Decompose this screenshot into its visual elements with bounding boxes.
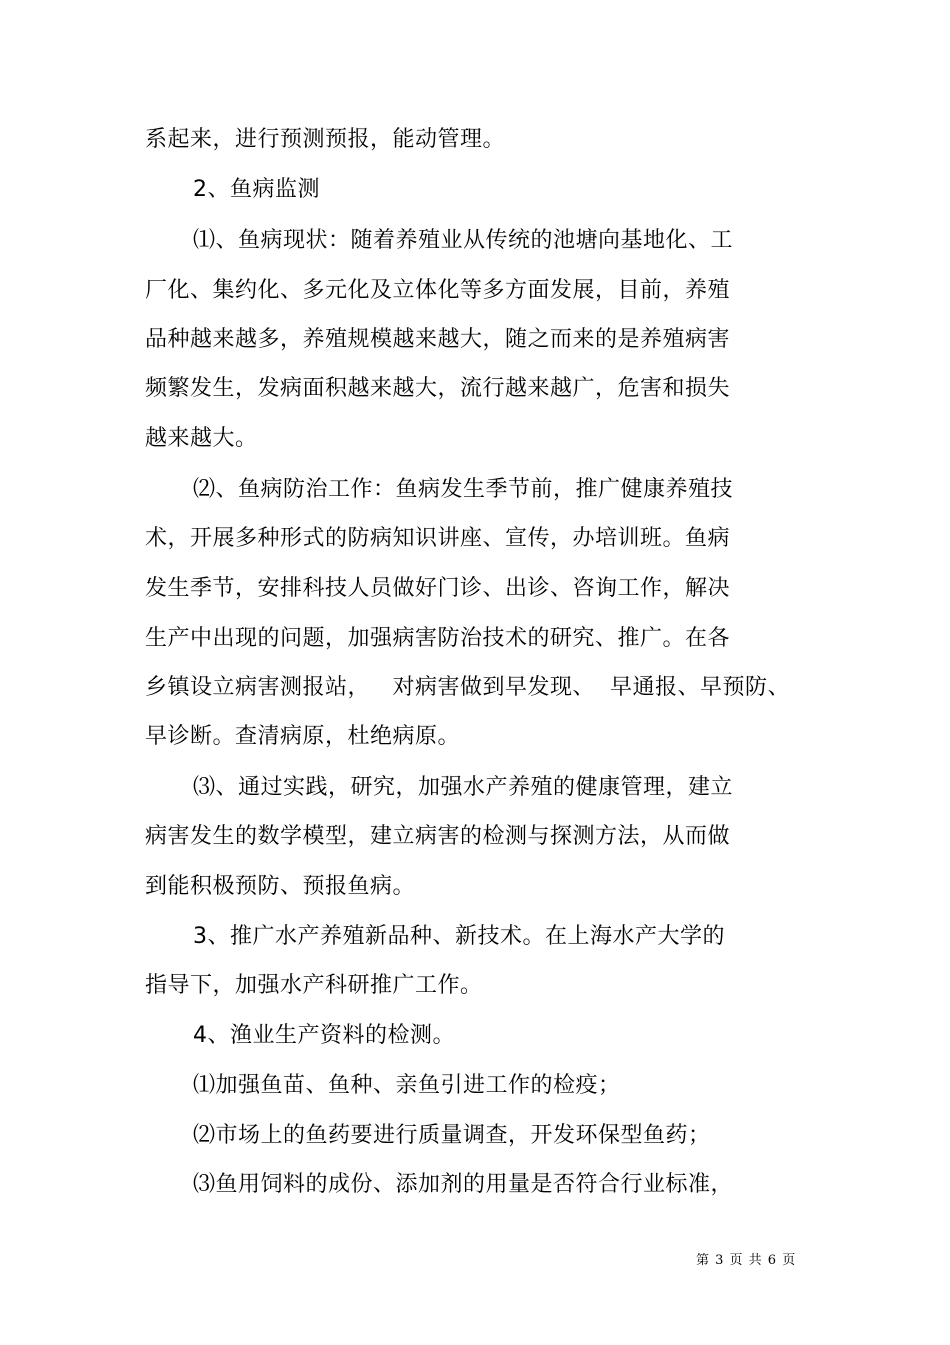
- paragraph-line: 发生季节，安排科技人员做好门诊、出诊、咨询工作，解决: [145, 576, 731, 601]
- paragraph-line: ⑴、鱼病现状：随着养殖业从传统的池塘向基地化、工: [193, 228, 734, 253]
- paragraph-line: 越来越大。: [145, 426, 258, 451]
- paragraph-line: 乡镇设立病害测报站， 对病害做到早发现、 早通报、早预防、: [145, 675, 790, 700]
- paragraph-line: ⑶、通过实践，研究，加强水产养殖的健康管理，建立: [193, 775, 734, 800]
- paragraph-line: 品种越来越多，养殖规模越来越大，随之而来的是养殖病害: [145, 327, 731, 352]
- list-item: ⑴加强鱼苗、鱼种、亲鱼引进工作的检疫；: [193, 1073, 621, 1098]
- section-heading: 3、推广水产养殖新品种、新技术。在上海水产大学的: [193, 924, 725, 949]
- paragraph-line: 病害发生的数学模型，建立病害的检测与探测方法，从而做: [145, 824, 731, 849]
- paragraph-line: 厂化、集约化、多元化及立体化等多方面发展，目前，养殖: [145, 278, 731, 303]
- section-heading: 2、鱼病监测: [193, 177, 320, 202]
- section-heading: 4、渔业生产资料的检测。: [193, 1023, 455, 1048]
- paragraph-line: 生产中出现的问题，加强病害防治技术的研究、推广。在各: [145, 626, 731, 651]
- page-number: 第 3 页 共 6 页: [696, 1253, 797, 1268]
- paragraph-line: 系起来，进行预测预报，能动管理。: [145, 127, 506, 152]
- paragraph-line: 频繁发生，发病面积越来越大，流行越来越广，危害和损失: [145, 376, 731, 401]
- paragraph-line: 术，开展多种形式的防病知识讲座、宣传，办培训班。鱼病: [145, 526, 731, 551]
- paragraph-line: ⑵、鱼病防治工作：鱼病发生季节前，推广健康养殖技: [193, 477, 734, 502]
- paragraph-line: 指导下，加强水产科研推广工作。: [145, 973, 483, 998]
- paragraph-line: 早诊断。查清病原，杜绝病原。: [145, 724, 461, 749]
- list-item: ⑵市场上的鱼药要进行质量调查，开发环保型鱼药；: [193, 1123, 711, 1148]
- paragraph-line: 到能积极预防、预报鱼病。: [145, 874, 416, 899]
- list-item: ⑶鱼用饲料的成份、添加剂的用量是否符合行业标准，: [193, 1172, 734, 1197]
